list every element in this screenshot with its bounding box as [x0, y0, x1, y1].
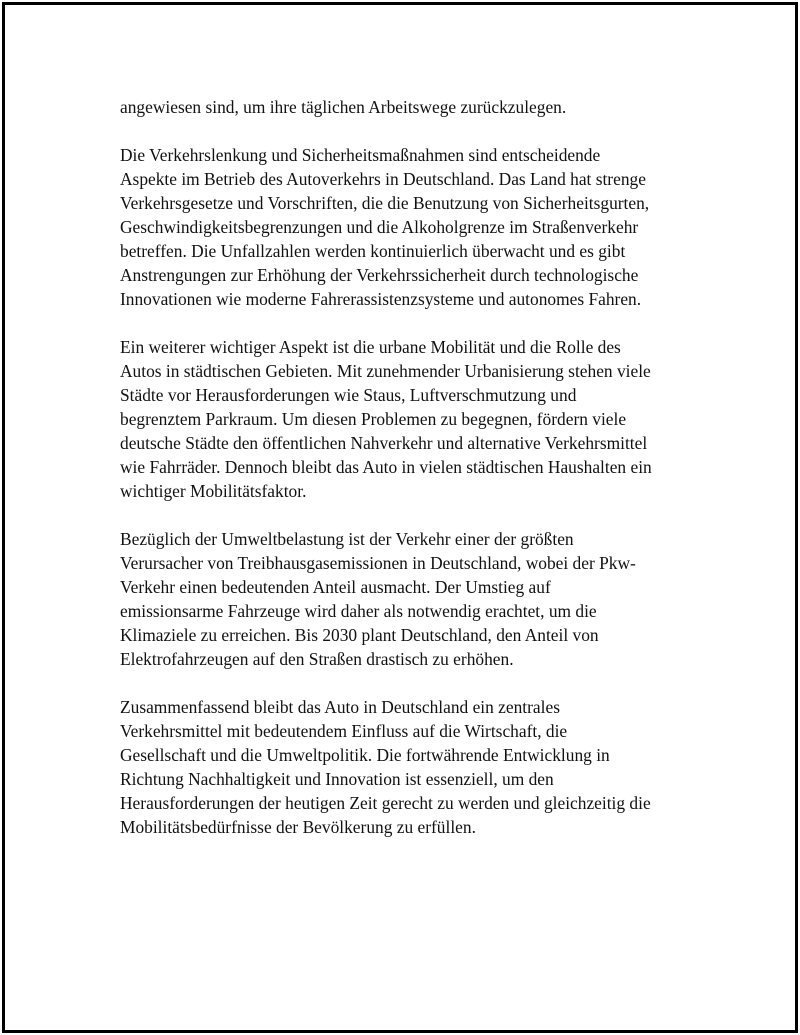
text-line: Die Verkehrslenkung und Sicherheitsmaßnahmen sind entscheidende	[120, 145, 601, 165]
text-line: Verkehrsmittel mit bedeutendem Einfluss auf die Wirtschaft, die	[120, 721, 568, 741]
text-line: Bezüglich der Umweltbelastung ist der Verkehr einer der größten	[120, 529, 574, 549]
text-line: Autos in städtischen Gebieten. Mit zunehmender Urbanisierung stehen viele	[120, 361, 651, 381]
text-line: Aspekte im Betrieb des Autoverkehrs in Deutschland. Das Land hat strenge	[120, 169, 646, 189]
text-line: begrenztem Parkraum. Um diesen Problemen zu begegnen, fördern viele	[120, 409, 627, 429]
paragraph-5	[120, 695, 680, 839]
text-line: Verursacher von Treibhausgasemissionen in Deutschland, wobei der Pkw-	[120, 553, 636, 573]
text-line: wichtiger Mobilitätsfaktor.	[120, 481, 307, 501]
text-line: deutsche Städte den öffentlichen Nahverkehr und alternative Verkehrsmittel	[120, 433, 648, 453]
text-line: Mobilitätsbedürfnisse der Bevölkerung zu erfüllen.	[120, 817, 476, 837]
text-line: Innovationen wie moderne Fahrerassistenzsysteme und autonomes Fahren.	[120, 289, 642, 309]
text-line: Anstrengungen zur Erhöhung der Verkehrssicherheit durch technologische	[120, 265, 639, 285]
paragraph-4	[120, 527, 680, 671]
text-line: Verkehr einen bedeutenden Anteil ausmacht. Der Umstieg auf	[120, 577, 551, 597]
text-line: Gesellschaft und die Umweltpolitik. Die fortwährende Entwicklung in	[120, 745, 610, 765]
text-line: Zusammenfassend bleibt das Auto in Deutschland ein zentrales	[120, 697, 560, 717]
text-line: wie Fahrräder. Dennoch bleibt das Auto in vielen städtischen Haushalten ein	[120, 457, 652, 477]
text-line: Verkehrsgesetze und Vorschriften, die die Benutzung von Sicherheitsgurten,	[120, 193, 650, 213]
paragraph-3	[120, 335, 680, 503]
document-body	[120, 95, 680, 863]
page-frame	[2, 2, 798, 1033]
text-line: Städte vor Herausforderungen wie Staus, Luftverschmutzung und	[120, 385, 577, 405]
text-line: Geschwindigkeitsbegrenzungen und die Alkoholgrenze im Straßenverkehr	[120, 217, 639, 237]
paragraph-1	[120, 95, 680, 119]
text-line: emissionsarme Fahrzeuge wird daher als notwendig erachtet, um die	[120, 601, 597, 621]
text-line: angewiesen sind, um ihre täglichen Arbeitswege zurückzulegen.	[120, 97, 567, 117]
text-line: Herausforderungen der heutigen Zeit gerecht zu werden und gleichzeitig die	[120, 793, 651, 813]
text-line: Ein weiterer wichtiger Aspekt ist die urbane Mobilität und die Rolle des	[120, 337, 621, 357]
text-line: Richtung Nachhaltigkeit und Innovation ist essenziell, um den	[120, 769, 554, 789]
paragraph-2	[120, 143, 680, 311]
text-line: Elektrofahrzeugen auf den Straßen drastisch zu erhöhen.	[120, 649, 514, 669]
text-line: Klimaziele zu erreichen. Bis 2030 plant Deutschland, den Anteil von	[120, 625, 599, 645]
text-line: betreffen. Die Unfallzahlen werden kontinuierlich überwacht und es gibt	[120, 241, 626, 261]
